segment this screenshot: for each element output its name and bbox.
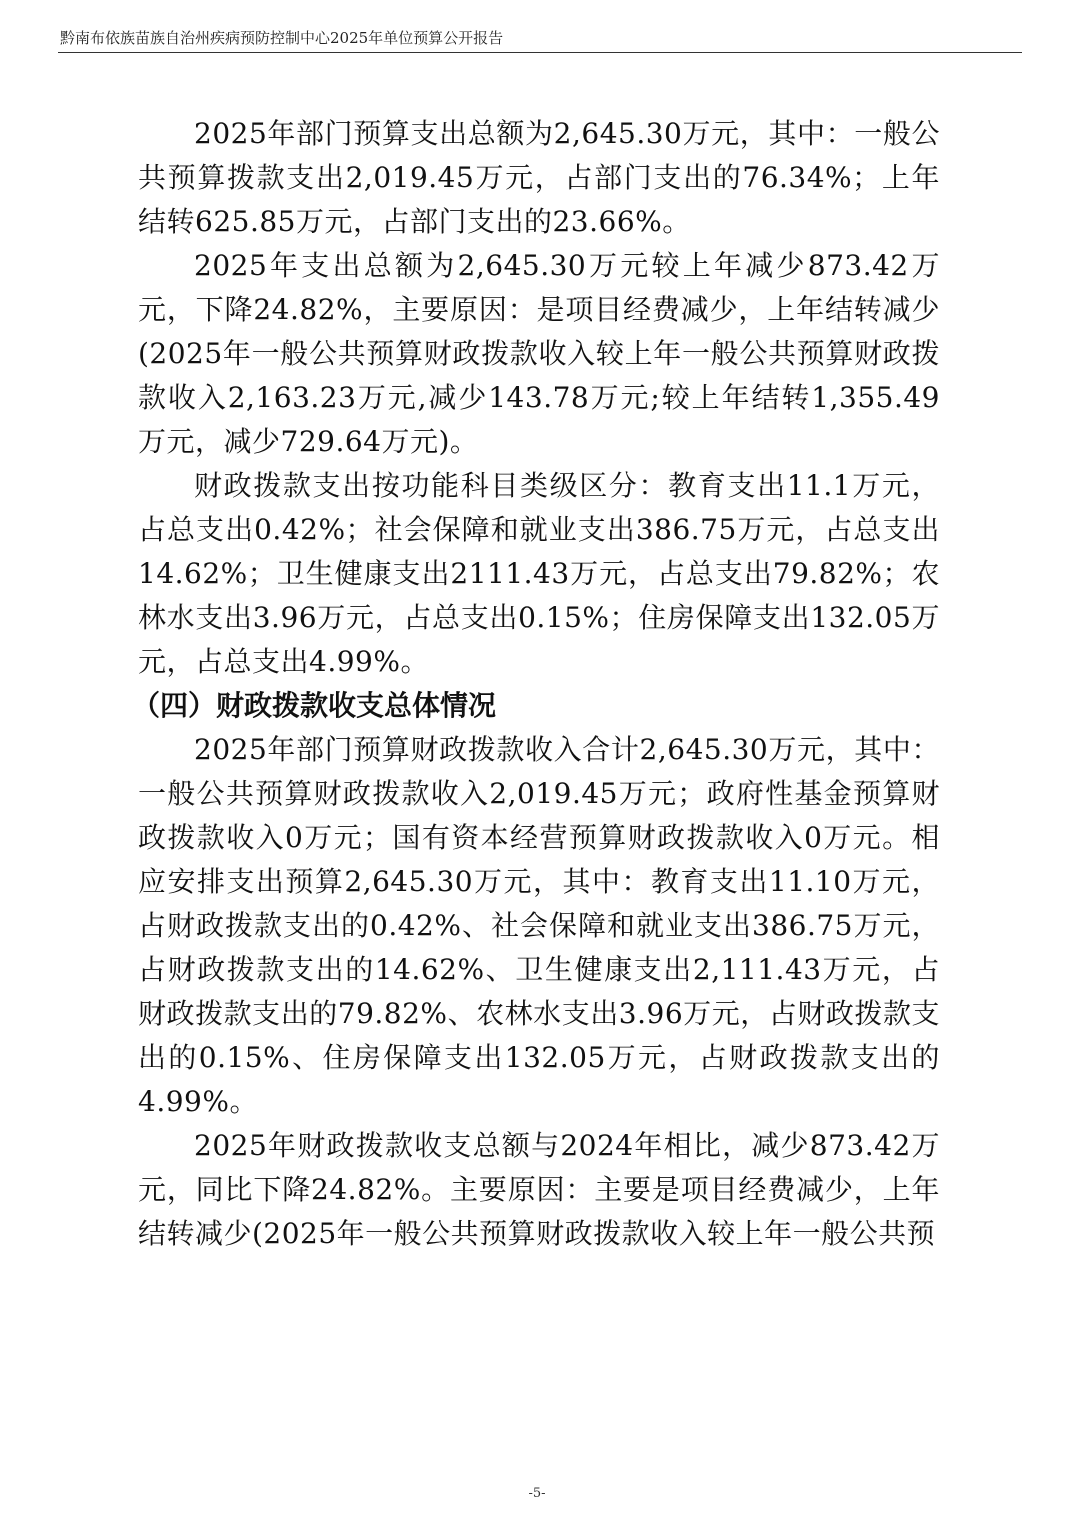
running-header: 黔南布依族苗族自治州疾病预防控制中心2025年单位预算公开报告 bbox=[60, 29, 504, 47]
paragraph-functional-breakdown: 财政拨款支出按功能科目类级区分：教育支出11.1万元，占总支出0.42%；社会保障和就业支出386.75万元，占总支出14.62%；卫生健康支出2111.43万元，占总支出79.82%；农林水支出3.96万元，占总支出0.15%；住房保障支出132.05万元，占总支出4.99%。 bbox=[138, 469, 940, 678]
header-divider bbox=[58, 52, 1022, 53]
document-body bbox=[132, 112, 940, 1256]
paragraph-expenditure-change: 2025年支出总额为2,645.30万元较上年减少873.42万元，下降24.82%，主要原因：是项目经费减少，上年结转减少(2025年一般公共预算财政拨款收入较上年一般公共预算财政拨款收入2,163.23万元,减少143.78万元;较上年结转1,355.49万元，减少729.64万元)。 bbox=[138, 249, 940, 458]
paragraph-budget-total: 2025年部门预算支出总额为2,645.30万元，其中：一般公共预算拨款支出2,019.45万元，占部门支出的76.34%；上年结转625.85万元，占部门支出的23.66%。 bbox=[138, 117, 940, 238]
paragraph-appropriation-overview: 2025年部门预算财政拨款收入合计2,645.30万元，其中：一般公共预算财政拨款收入2,019.45万元；政府性基金预算财政拨款收入0万元；国有资本经营预算财政拨款收入0万元。相应安排支出预算2,645.30万元，其中：教育支出11.10万元，占财政拨款支出的0.42%、社会保障和就业支出386.75万元，占财政拨款支出的14.62%、卫生健康支出2,111.43万元，占财政拨款支出的79.82%、农林水支出3.96万元，占财政拨款支出的0.15%、住房保障支出132.05万元，占财政拨款支出的4.99%。 bbox=[138, 733, 940, 1118]
section-heading: （四）财政拨款收支总体情况 bbox=[132, 689, 497, 722]
page-number: -5- bbox=[528, 1486, 546, 1501]
paragraph-year-comparison: 2025年财政拨款收支总额与2024年相比，减少873.42万元，同比下降24.82%。主要原因：主要是项目经费减少，上年结转减少(2025年一般公共预算财政拨款收入较上年一般公共预 bbox=[138, 1129, 940, 1250]
